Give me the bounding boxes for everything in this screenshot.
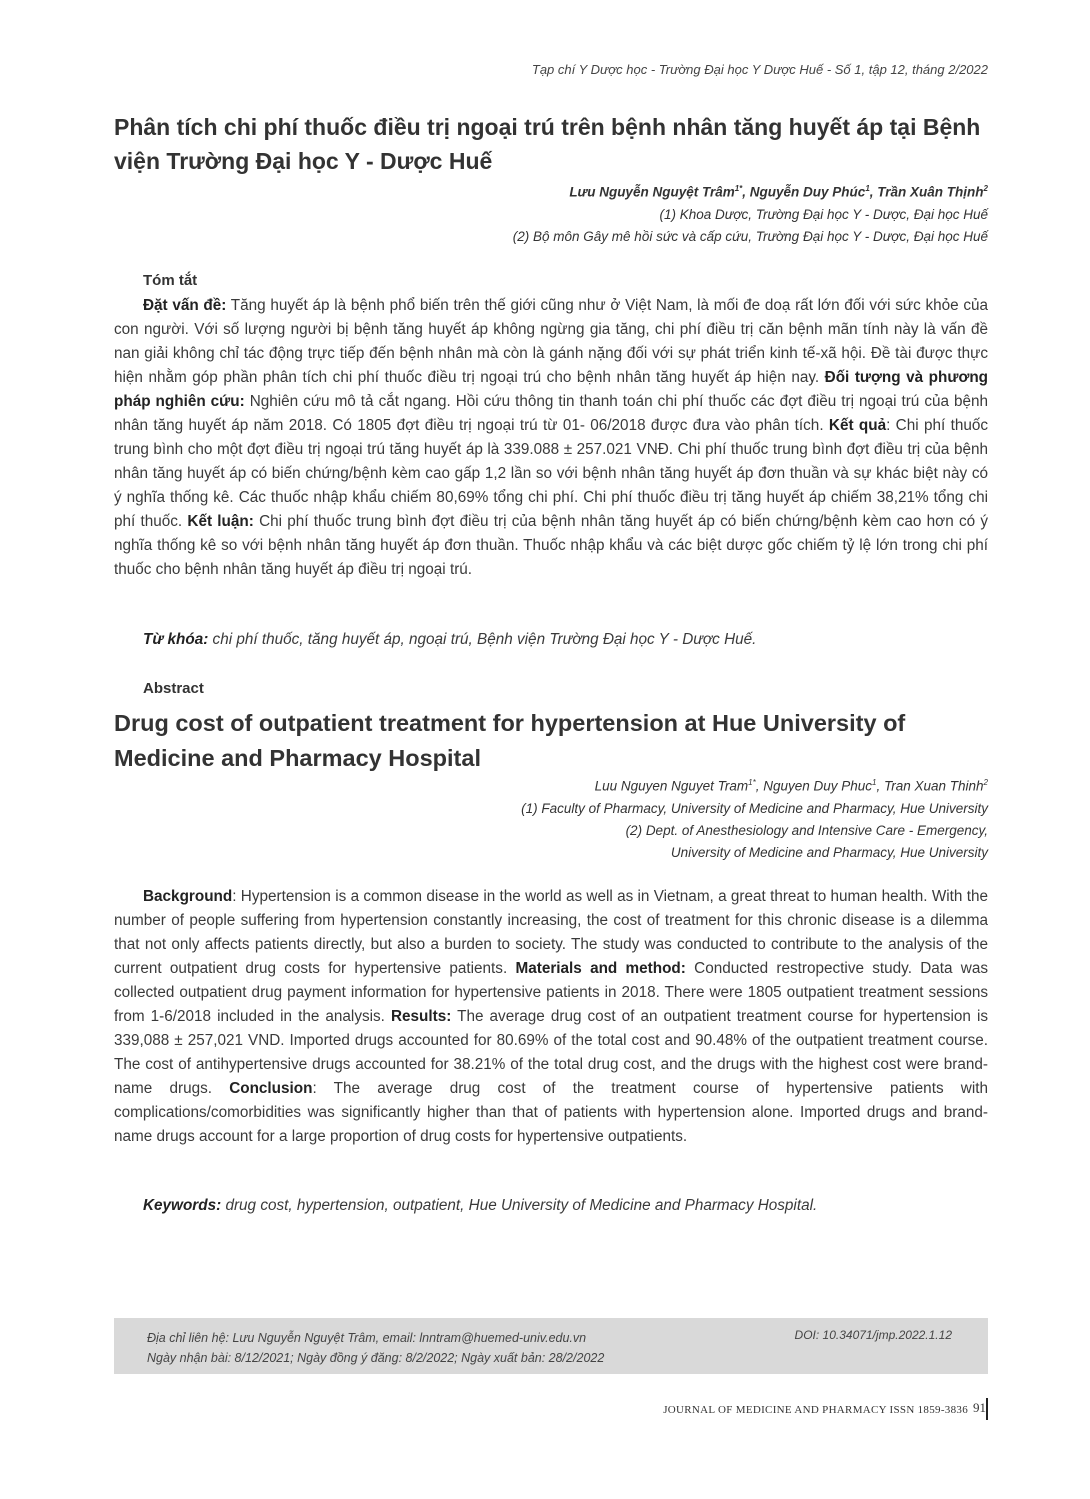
vn-methods-label: Đối tượng và phương pháp nghiên cứu: [114,369,989,410]
vietnamese-title: Phân tích chi phí thuốc điều trị ngoại trú trên bệnh nhân tăng huyết áp tại Bệnh viện Trường Đại học Y - Dược Huế [114,114,981,174]
en-conclusion-label: Conclusion [229,1080,313,1097]
en-results-text: The average drug cost of an outpatient treatment course for hypertension is 339,088 ± 257,021 VND. Imported drugs accounted for 80.69% of the total cost and 90.48% of the outpatient treatment course. The cost of antihypertensive drugs accounted for 38.21% of the total drug cost, and the drugs with the highest cost were brand-name drugs. [114,1008,989,1097]
vn-keywords-label: Từ khóa: [143,631,209,648]
vn-methods-text: Nghiên cứu mô tả cắt ngang. Hồi cứu thông tin thanh toán chi phí thuốc các đợt điều trị ngoại trú của bệnh nhân tăng huyết áp năm 2018. Có 1805 đợt điều trị ngoại trú từ 01- 06/2018 được đưa vào phân tích. [114,393,989,434]
correspondence-info [147,1328,604,1368]
en-background-label: Background [143,888,233,905]
english-affiliation-2b: University of Medicine and Pharmacy, Hue University [670,844,988,860]
vietnamese-author-block [513,178,988,248]
english-abstract [114,885,988,1149]
dates-line: Ngày nhận bài: 8/12/2021; Ngày đồng ý đăng: 8/2/2022; Ngày xuất bản: 28/2/2022 [147,1351,605,1365]
vn-conclusion-label: Kết luận: [187,513,254,530]
english-authors: Luu Nguyen Nguyet Tram$^{1*}$, Nguyen Duy Phuc$^1$, Tran Xuan Thinh$^2$ [594,778,988,794]
vietnamese-abstract [114,294,988,582]
doi: DOI: 10.34071/jmp.2022.1.12 [794,1328,952,1342]
journal-footer: JOURNAL OF MEDICINE AND PHARMACY ISSN 1859-3836 [663,1404,968,1416]
vn-conclusion-text: Chi phí thuốc trung bình đợt điều trị của bệnh nhân tăng huyết áp có biến chứng/bệnh kèm cao hơn có ý nghĩa thống kê so với bệnh nhân tăng huyết áp đơn thuần. Thuốc nhập khẩu và các biệt dược gốc chiếm tỷ lệ lớn trong chi phí thuốc cho bệnh nhân tăng huyết áp điều trị ngoại trú. [114,513,988,578]
vietnamese-authors: Lưu Nguyễn Nguyệt Trâm$^{1*}$, Nguyễn Duy Phúc$^1$, Trần Xuân Thịnh$^2$ [569,184,988,200]
english-title: Drug cost of outpatient treatment for hypertension at Hue University of Medicine and Pharmacy Hospital [114,710,906,771]
en-methods-text: Conducted restropective study. Data was collected outpatient drug payment information for hypertensive patients in 2018. There were 1805 outpatient treatment sessions from 1-6/2018 included in the analysis. [114,960,989,1025]
vietnamese-affiliation-2: (2) Bộ môn Gây mê hồi sức và cấp cứu, Trường Đại học Y - Dược, Đại học Huế [512,228,988,244]
english-affiliation-1: (1) Faculty of Pharmacy, University of Medicine and Pharmacy, Hue University [521,800,988,816]
vn-background-label: Đặt vấn đề: [143,297,227,314]
vn-background-text: Tăng huyết áp là bệnh phổ biến trên thế giới cũng như ở Việt Nam, là mối đe doạ rất lớn đối với sức khỏe của con người. Với số lượng người bị bệnh tăng huyết áp không ngừng gia tăng, chi phí điều trị căn bệnh mãn tính này là vấn đề nan giải không chỉ tác động trực tiếp đến bệnh nhân mà còn là gánh nặng đối với sự phát triển kinh tế-xã hội. Đề tài được thực hiện nhằm góp phần phân tích chi phí thuốc điều trị ngoại trú cho bệnh nhân tăng huyết áp hiện nay. [114,297,988,386]
vn-keywords-text: chi phí thuốc, tăng huyết áp, ngoại trú, Bệnh viện Trường Đại học Y - Dược Huế. [208,631,757,648]
summary-heading: Tóm tắt [143,272,198,289]
en-background-text: : Hypertension is a common disease in the world as well as in Vietnam, a great threat to human health. With the number of people suffering from hypertension constantly increasing, the cost of treatment for this chronic disease is a dilemma that not only affects patients directly, but also a burden to society. The study was conducted to contribute to the analysis of the current outpatient drug costs for hypertensive patients. [114,888,988,977]
en-keywords-text: drug cost, hypertension, outpatient, Hue University of Medicine and Pharmacy Hospital. [221,1197,818,1214]
page-number: 91 [973,1400,986,1415]
en-methods-label: Materials and method: [515,960,686,977]
page-number-divider [986,1398,988,1420]
english-keywords [143,1197,993,1215]
en-keywords-label: Keywords: [143,1197,222,1214]
vietnamese-affiliation-1: (1) Khoa Dược, Trường Đại học Y - Dược, Đại học Huế [659,206,988,222]
en-results-label: Results: [390,1008,452,1025]
vietnamese-keywords [143,631,993,649]
english-author-block [521,772,988,864]
en-conclusion-text: : The average drug cost of the treatment course of hypertensive patients with complications/comorbidities was significantly higher than that of patients with hypertension alone. Imported drugs and brand-name drugs account for a large proportion of drug costs for hypertensive outpatients. [114,1080,988,1145]
running-header: Tạp chí Y Dược học - Trường Đại học Y Dược Huế - Số 1, tập 12, tháng 2/2022 [531,62,988,77]
contact-line: Địa chỉ liên hệ: Lưu Nguyễn Nguyệt Trâm, email: lnntram@huemed-univ.edu.vn [147,1331,587,1345]
abstract-heading: Abstract [143,680,204,697]
english-affiliation-2a: (2) Dept. of Anesthesiology and Intensive Care - Emergency, [625,822,988,838]
vn-results-text: : Chi phí thuốc trung bình cho một đợt điều trị ngoại trú tăng huyết áp là 339.088 ± 257.021 VNĐ. Chi phí thuốc trung bình đợt điều trị của bệnh nhân tăng huyết áp có biến chứng/bệnh kèm cao gấp 1,2 lần so với bệnh nhân tăng huyết áp đơn thuần và sự khác biệt này có ý nghĩa thống kê. Các thuốc nhập khẩu chiếm 80,69% tổng chi phí. Chi phí thuốc điều trị tăng huyết áp chiếm 38,21% tổng chi phí thuốc. [114,417,989,530]
vn-results-label: Kết quả [828,417,887,434]
correspondence-box [114,1318,988,1374]
